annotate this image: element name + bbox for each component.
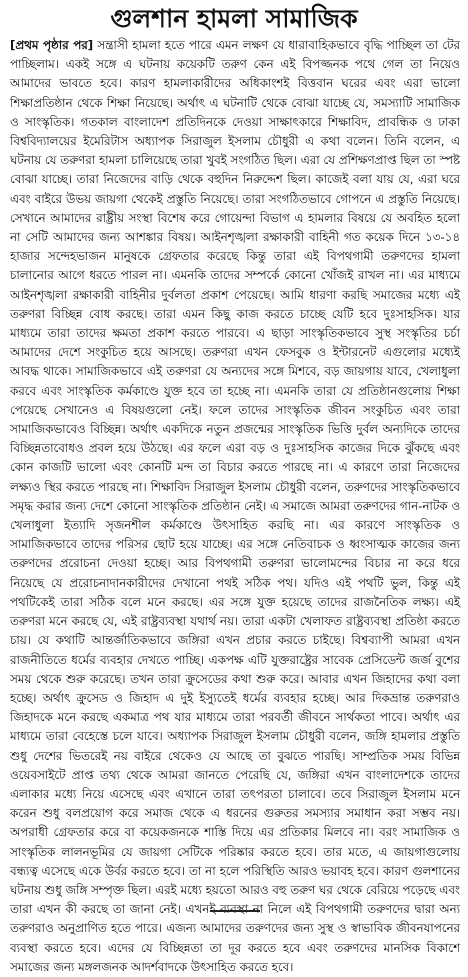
lead-in-label: [প্রথম পৃষ্ঠার পর]: [10, 38, 94, 52]
article-body: [10, 36, 460, 977]
article-body-container: [0, 36, 468, 974]
article-body-text: সন্ত্রাসী হামলা হতে পারে এমন লক্ষণ যে ধারাবাহিকভাবে বৃদ্ধি পাচ্ছিল তা টের পাচ্ছিলাম। একই সঙ্গে এ ঘটনায় কয়েকটি তরুণ কেন এই বিপজ্জনক পথে গেল তা নিয়েও আমাদের ভাবতে হবে। কারণ হামলাকারীদের অধিকাংশই বিত্তবান ঘরের এবং এরা ভালো শিক্ষাপ্রতিষ্ঠান থেকে শিক্ষা নিয়েছে। অর্থাৎ এ ঘটনাটি থেকে বোঝা যাচ্ছে যে, সমস্যাটি সামাজিক ও সাংস্কৃতিক। গতকাল বাংলাদেশ প্রতিদিনকে দেওয়া সাক্ষাৎকারে শিক্ষাবিদ, প্রাবন্ধিক ও ঢাকা বিশ্ববিদ্যালয়ের ইমেরিটাস অধ্যাপক সিরাজুল ইসলাম চৌধুরী এ কথা বলেন। তিনি বলেন, এ ঘটনায় যে তরুণরা হামলা চালিয়েছে তারা খুবই সংগঠিত ছিল। এরা যে প্রশিক্ষণপ্রাপ্ত ছিল তা স্পষ্ট বোঝা যাচ্ছে। তারা নিজেদের বাড়ি থেকে বহুদিন নিরুদ্দেশ ছিল। কাজেই বলা যায় যে, এরা ঘরে এবং বাইরে উভয় জায়গা থেকেই প্রস্তুতি নিয়েছে। তারা সংগঠিতভাবে গোপনে এ প্রস্তুতি নিয়েছে। সেখানে আমাদের রাষ্ট্রীয় সংস্থা বিশেষ করে গোয়েন্দা বিভাগ এ হামলার বিষয়ে যে অবহিত হলো না সেটি আমাদের জন্য আশঙ্কার বিষয়। আইনশৃঙ্খলা রক্ষাকারী বাহিনী গত কয়েক দিনে ১৩-১৪ হাজার সন্দেহভাজন মানুষকে গ্রেফতার করেছে কিন্তু তারা এই বিপথগামী তরুণদের হামলা চালানোর আগে ধরতে পারল না। এমনকি তাদের সম্পর্কে কোনো খোঁজই রাখল না। এর মাধ্যমে আইনশৃঙ্খলা রক্ষাকারী বাহিনীর দুর্বলতা প্রকাশ পেয়েছে। আমি ধারণা করছি সমাজের মধ্যে এই তরুণরা বিচ্ছিন্ন বোধ করছে। তারা এমন কিছু কাজ করতে চাচ্ছে যেটি হবে দুঃসাহসিক। যার মাধ্যমে তারা তাদের ক্ষমতা প্রকাশ করতে পারবে। এ ছাড়া সাংস্কৃতিকভাবে সুস্থ সংস্কৃতির চর্চা আমাদের দেশে সংকুচিত হয়ে আসছে। তরুণরা এখন ফেসবুক ও ইন্টারনেট এগুলোর মধ্যেই আবদ্ধ থাকে। সামাজিকভাবে এই তরুণরা যে অন্যদের সঙ্গে মিশবে, বড় জায়গায় যাবে, খেলাধুলা করবে এবং সাংস্কৃতিক কর্মকাণ্ডে যুক্ত হবে তা হচ্ছে না। এমনকি তারা যে প্রতিষ্ঠানগুলোয় শিক্ষা পেয়েছে সেখানেও এ বিষয়গুলো নেই। ফলে তাদের সাংস্কৃতিক জীবন সংকুচিত এবং তারা সামাজিকভাবেও বিচ্ছিন্ন। অর্থাৎ একদিকে নতুন প্রজন্মের সাংস্কৃতিক ভিত্তি দুর্বল অন্যদিকে তাদের বিচ্ছিন্নতাবোধও প্রবল হয়ে উঠছে। এর ফলে এরা বড় ও দুঃসাহসিক কাজের দিকে ঝুঁকছে এবং কোন কাজটি ভালো এবং কোনটি মন্দ তা বিচার করতে পারছে না। এ কারণে তারা নিজেদের লক্ষ্যও স্থির করতে পারছে না। শিক্ষাবিদ সিরাজুল ইসলাম চৌধুরী বলেন, তরুণদের সাংস্কৃতিকভাবে সমৃদ্ধ করার জন্য দেশে কোনো সাংস্কৃতিক প্রতিষ্ঠান নেই। এ সমাজে আমরা তরুণদের গান-নাটক ও খেলাধুলা ইত্যাদি সৃজনশীল কর্মকাণ্ডে উৎসাহিত করছি না। এর কারণে সাংস্কৃতিক ও সামাজিকভাবে তাদের পরিসর ছোট হয়ে যাচ্ছে। এর সঙ্গে নেতিবাচক ও ধ্বংসাত্মক কাজের জন্য তরুণদের প্ররোচনা দেওয়া হচ্ছে। আর বিপথগামী তরুণরা ভালোমন্দের বিচার না করে ধরে নিয়েছে যে প্ররোচনাদানকারীদের দেখানো পথই সঠিক পথ। যদিও এই পথটি ভুল, কিন্তু এই পথটিকেই তারা সঠিক বলে মনে করছে। এর সঙ্গে যুক্ত হয়েছে তাদের রাজনৈতিক লক্ষ্য। এই তরুণরা মনে করছে যে, এই রাষ্ট্রব্যবস্থা যথার্থ নয়। তারা একটা খেলাফত রাষ্ট্রব্যবস্থা প্রতিষ্ঠা করতে চায়। যে কথাটি আন্তর্জাতিকভাবে জঙ্গিরা এখন প্রচার করতে চাইছে। বিশ্বব্যাপী আমরা এখন রাজনীতিতে ধর্মের ব্যবহার দেখতে পাচ্ছি। একপক্ষ এটি যুক্তরাষ্ট্রের সাবেক প্রেসিডেন্ট জর্জ বুশের সময় থেকে শুরু করেছে। তখন তারা ক্রুসেডের কথা শুরু করে। আবার এখন জিহাদের কথা বলা হচ্ছে। অর্থাৎ ক্রুসেড ও জিহাদ এ দুই ইস্যুতেই ধর্মের ব্যবহার হচ্ছে। আর দিকভ্রান্ত তরুণরাও জিহাদকে মনে করছে একমাত্র পথ যার মাধ্যমে তারা পরবর্তী জীবনে সার্থকতা পাবে। অর্থাৎ এর মাধ্যমে তারা বেহেস্তে চলে যাবে। অধ্যাপক সিরাজুল ইসলাম চৌধুরী বলেন, জঙ্গি হামলার প্রস্তুতি শুধু দেশের ভিতরেই নয় বাইরে থেকেও যে আছে তা বুঝতে পারছি। সাম্প্রতিক সময় বিভিন্ন ওয়েবসাইটে প্রাপ্ত তথ্য থেকে আমরা জানতে পেরেছি যে, জঙ্গিরা এখন বাংলাদেশকে তাদের এলাকার মধ্যে নিয়ে এসেছে এবং এখানে তারা তৎপরতা চালাবে। তবে সিরাজুল ইসলাম মনে করেন শুধু বলপ্রয়োগ করে সমাজ থেকে এ ধরনের গুরুতর সমস্যার সমাধান করা সম্ভব নয়। অপরাধী গ্রেফতার করে বা কয়েকজনকে শাস্তি দিয়ে এর প্রতিকার মিলবে না। বরং সামাজিক ও সাংস্কৃতিক লালনভূমির যে জায়গা সেটিকে পরিষ্কার করতে হবে। তার মতে, এ জায়গাগুলোয় বন্ধ্যত্ব এসেছে একে উর্বর করতে হবে। তা না হলে পরিস্থিতি আরও ভয়াবহ হবে। কারণ গুলশানের ঘটনায় শুধু জঙ্গি সম্পৃক্ত ছিল। এরই মধ্যে হয়তো আরও বহু তরুণ ঘর থেকে বেরিয়ে পড়েছে এবং তারা এখন কী করছে তা জানা নেই। এখনই ব্যবস্থা না নিলে এই বিপথগামী তরুণদের দ্বারা অন্য তরুণরাও অনুপ্রাণিত হতে পারে। এজন্য আমাদের তরুণদের জন্য সুস্থ ও স্বাভাবিক জীবনযাপনের ব্যবস্থা করতে হবে। এদের যে বিচ্ছিন্নতা তা দূর করতে হবে এবং তরুণদের মানসিক বিকাশে সমাজের জন্য মঙ্গলজনক আদর্শবাদকে উৎসাহিত করতে হবে।: [10, 38, 460, 974]
bottom-divider: [210, 910, 260, 918]
article-headline: গুলশান হামলা সামাজিক: [110, 4, 358, 33]
